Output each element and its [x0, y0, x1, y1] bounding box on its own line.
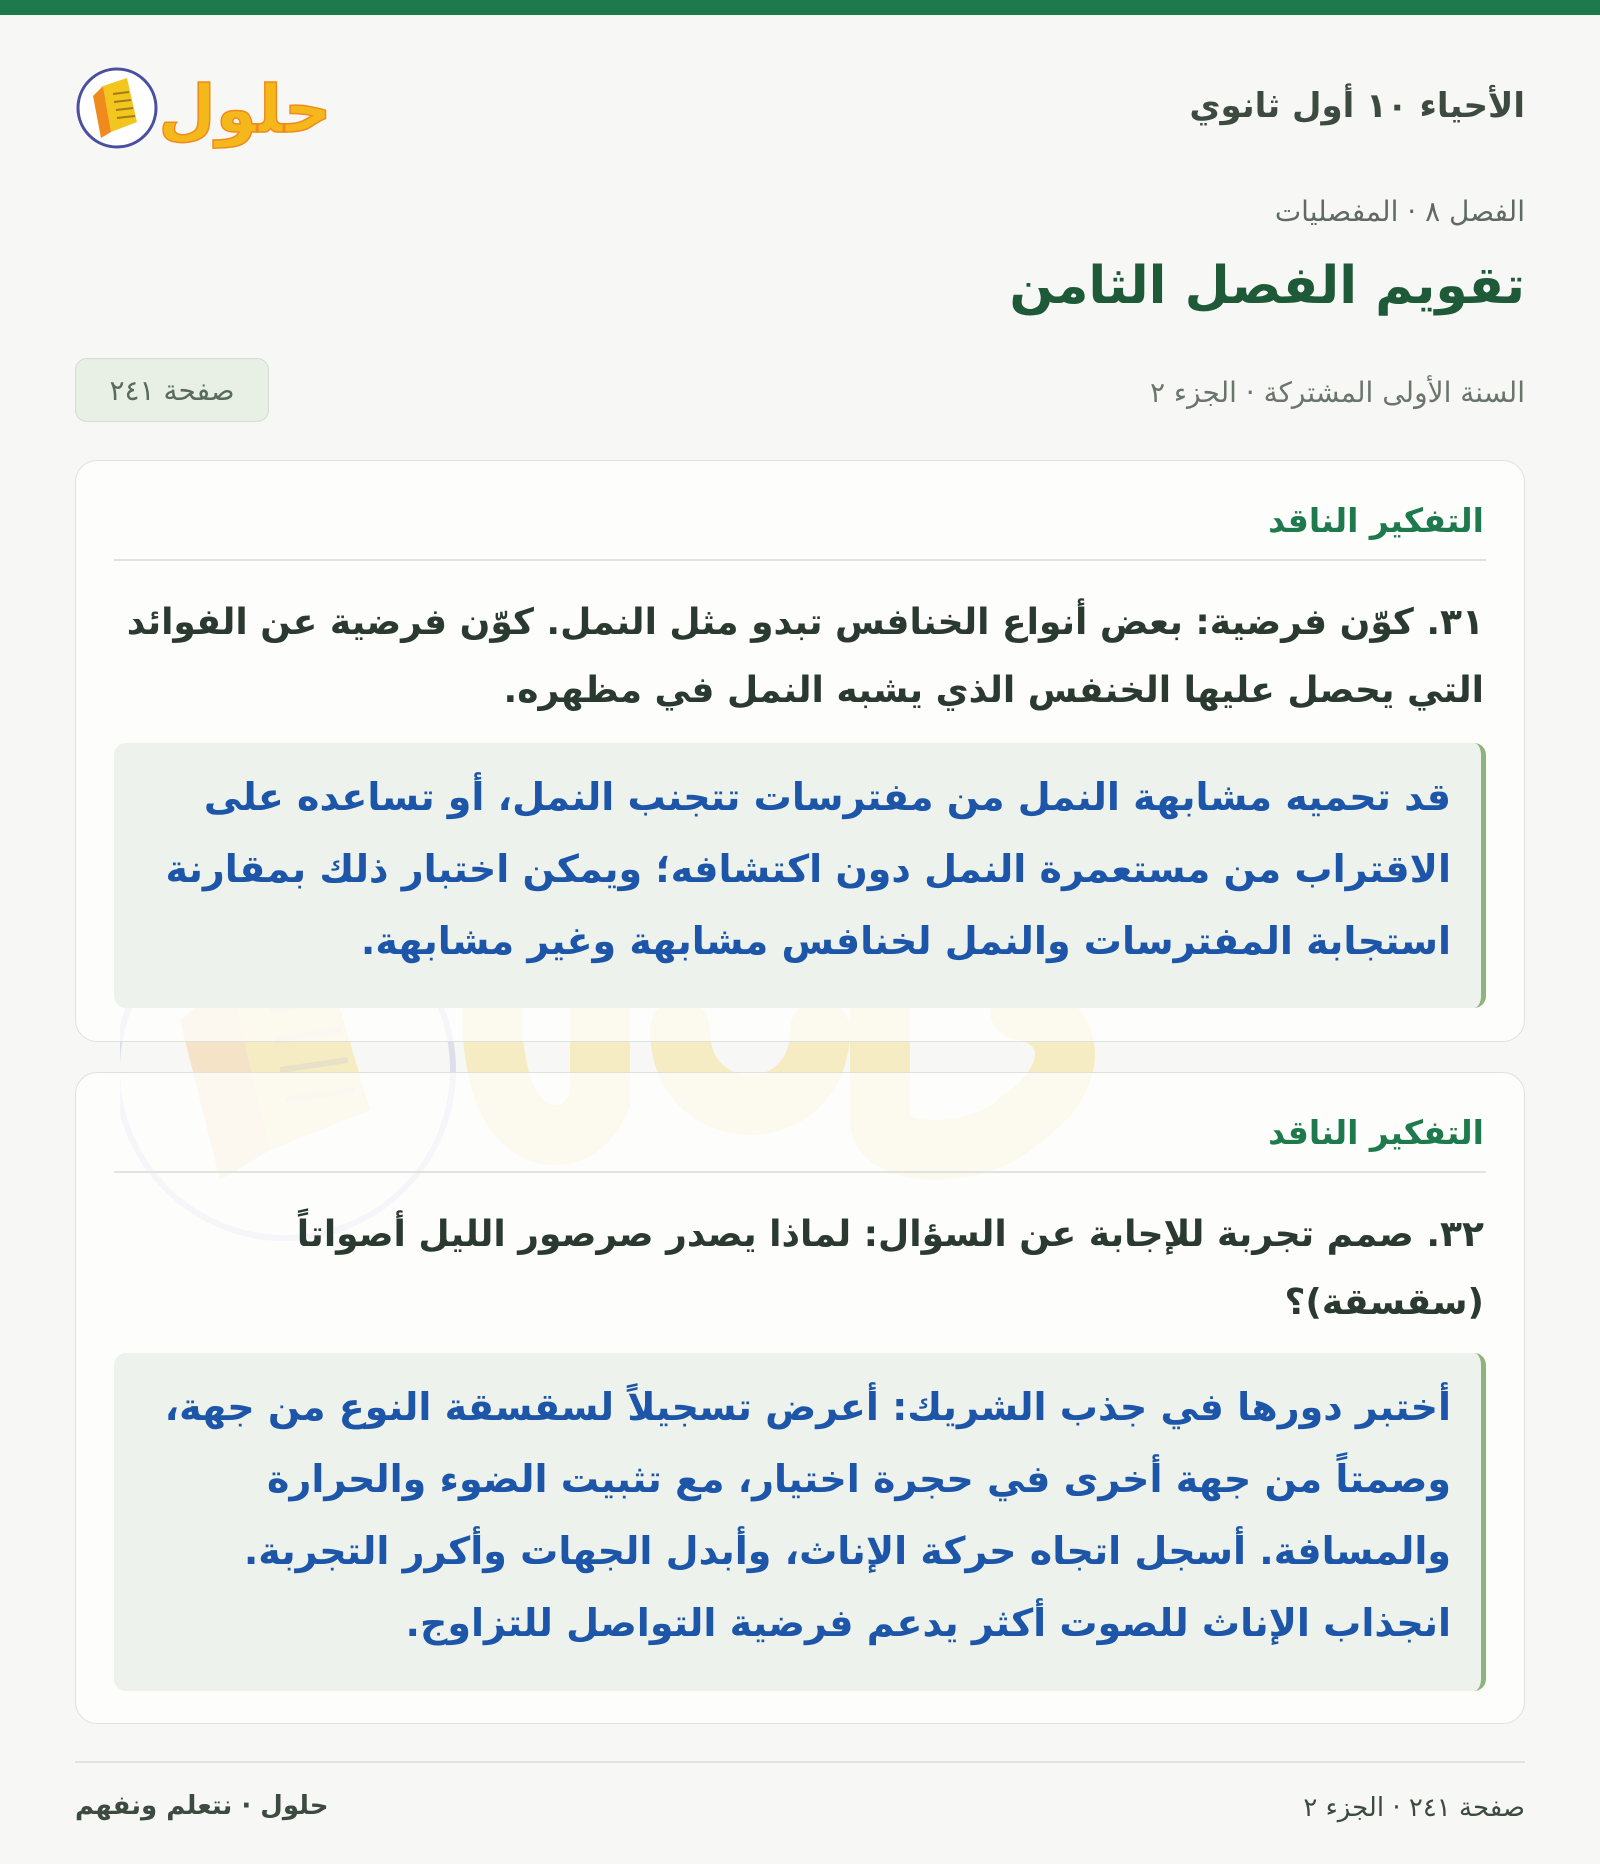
book-title: الأحياء ١٠ أول ثانوي: [1189, 86, 1525, 126]
footer-page-info: صفحة ٢٤١ · الجزء ٢: [1303, 1793, 1525, 1823]
section-label: التفكير الناقد: [1268, 501, 1484, 540]
breadcrumb: الفصل ٨ · المفصليات: [1274, 195, 1525, 228]
page-number-badge: صفحة ٢٤١: [75, 358, 269, 422]
answer-box: أختبر دورها في جذب الشريك: أعرض تسجيلاً لسقسقة النوع من جهة، وصمتاً من جهة أخرى في حجرة اختيار، مع تثبيت الضوء والحرارة والمسافة. أسجل اتجاه حركة الإناث، وأبدل الجهات وأكرر التجربة. انجذاب الإناث للصوت أكثر يدعم فرضية التواصل للتزاوج.: [114, 1353, 1486, 1691]
page-title: تقويم الفصل الثامن: [1009, 256, 1525, 316]
answer-box: قد تحميه مشابهة النمل من مفترسات تتجنب النمل، أو تساعده على الاقتراب من مستعمرة النمل دون اكتشافه؛ ويمكن اختبار ذلك بمقارنة استجابة المفترسات والنمل لخنافس مشابهة وغير مشابهة.: [114, 743, 1486, 1008]
question-text: ٣٢. صمم تجربة للإجابة عن السؤال: لماذا يصدر صرصور الليل أصواتاً (سقسقة)؟: [296, 1214, 1484, 1323]
hulul-logo[interactable]: [75, 52, 335, 162]
card-divider: [114, 559, 1486, 561]
card-divider: [114, 1171, 1486, 1173]
question-card-31: [75, 460, 1525, 1042]
page-header: [75, 52, 1525, 162]
logo-text: حلول: [158, 71, 332, 148]
top-accent-bar: [0, 0, 1600, 15]
footer-brand: حلول · نتعلم ونفهم: [75, 1791, 329, 1821]
question-text: ٣١. كوّن فرضية: بعض أنواع الخنافس تبدو مثل النمل. كوّن فرضية عن الفوائد التي يحصل عليها الخنفس الذي يشبه النمل في مظهره.: [126, 602, 1484, 711]
question-card-32: [75, 1072, 1525, 1724]
section-label: التفكير الناقد: [1268, 1113, 1484, 1152]
meta-line: السنة الأولى المشتركة · الجزء ٢: [1149, 376, 1525, 409]
footer-divider: [75, 1761, 1525, 1763]
